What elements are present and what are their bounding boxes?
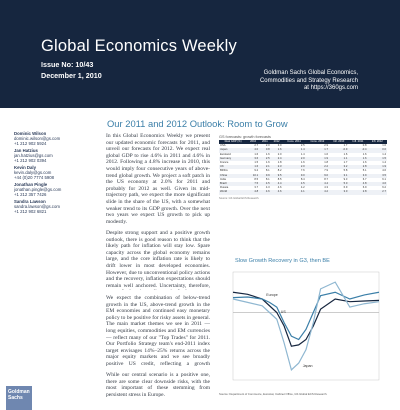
table-cell: 4.6 bbox=[271, 186, 283, 190]
table-cell: 2.0 bbox=[271, 153, 283, 157]
table-cell: 5.8 bbox=[329, 169, 348, 173]
table-header-cell: Infl. 2012 bbox=[368, 140, 387, 144]
author-email[interactable]: sandra.lawson@gs.com bbox=[14, 204, 60, 210]
table-cell: 1.4 bbox=[368, 153, 387, 157]
author-name: Dominic Wilson bbox=[14, 131, 47, 136]
chart-title: Slow Growth Recovery in G3, then BE bbox=[235, 258, 330, 264]
table-cell: 1.4 bbox=[283, 148, 306, 152]
table-header-cell: Infl. 2010 bbox=[329, 140, 348, 144]
table-cell: Germany bbox=[219, 157, 247, 161]
issue-number: Issue No: 10/43 bbox=[41, 60, 94, 69]
table-cell: 10.1 bbox=[247, 174, 259, 178]
chart-plot bbox=[219, 268, 387, 386]
table-cell: UK bbox=[219, 165, 247, 169]
table-cell: 4.5 bbox=[259, 182, 271, 186]
forecast-table-panel bbox=[219, 135, 387, 228]
author-name: Jan Hatzius bbox=[14, 148, 38, 153]
series-label: US bbox=[280, 310, 286, 315]
table-cell: 1.6 bbox=[247, 153, 259, 157]
table-cell: 4.3 bbox=[306, 186, 329, 190]
table-cell: 4.6 bbox=[368, 169, 387, 173]
table-cell: 1.6 bbox=[329, 153, 348, 157]
table-cell: 2.2 bbox=[306, 165, 329, 169]
table-cell: 1.4 bbox=[368, 161, 387, 165]
table-cell: 3.0 bbox=[329, 190, 348, 194]
table-cell: 9.9 bbox=[259, 174, 271, 178]
author-phone: +1 212 902 6821 bbox=[14, 209, 47, 215]
logo-text: Goldman Sachs bbox=[8, 389, 30, 401]
table-cell: 3.1 bbox=[329, 174, 348, 178]
issue-date: December 1, 2010 bbox=[41, 71, 102, 80]
table-cell: World bbox=[219, 190, 247, 194]
table-cell: 4.3 bbox=[259, 186, 271, 190]
table-cell: 9.3 bbox=[329, 178, 348, 182]
article-heading: Our 2011 and 2012 Outlook: Room to Grow bbox=[107, 118, 288, 129]
table-cell: 2.7 bbox=[368, 190, 387, 194]
table-cell: 4.4 bbox=[306, 182, 329, 186]
table-cell: Euroland bbox=[219, 153, 247, 157]
table-cell: 1.9 bbox=[368, 165, 387, 169]
table-cell: 1.6 bbox=[348, 161, 367, 165]
table-cell: Japan bbox=[219, 148, 247, 152]
author-block bbox=[14, 148, 98, 164]
table-cell: 1.6 bbox=[259, 153, 271, 157]
author-name: Sandra Lawson bbox=[14, 199, 46, 204]
table-cell: 2.7 bbox=[247, 144, 259, 148]
table-cell: 8.5 bbox=[247, 178, 259, 182]
table-cell: 4.8 bbox=[348, 182, 367, 186]
table-cell: 3.2 bbox=[329, 165, 348, 169]
table-cell: 3.5 bbox=[368, 174, 387, 178]
table-cell: 1.8 bbox=[306, 161, 329, 165]
table-cell: 8.2 bbox=[271, 169, 283, 173]
table-cell: 2.3 bbox=[271, 165, 283, 169]
table-cell: 6.1 bbox=[368, 178, 387, 182]
publisher-line: Commodities and Strategy Research bbox=[259, 77, 358, 84]
table-cell: 8.7 bbox=[306, 178, 329, 182]
table-cell: 1.7 bbox=[329, 144, 348, 148]
author-email[interactable]: jonathan.pingle@gs.com bbox=[14, 187, 62, 193]
table-cell: India bbox=[219, 178, 247, 182]
author-block bbox=[14, 165, 98, 181]
table-cell: 4.5 bbox=[283, 182, 306, 186]
table-cell: 4.4 bbox=[271, 182, 283, 186]
table-cell: 1.5 bbox=[368, 157, 387, 161]
publisher-line: Goldman Sachs Global Economics, bbox=[263, 70, 358, 76]
table-cell: 8.4 bbox=[283, 178, 306, 182]
author-phone: +44 (0)20 7774 5908 bbox=[14, 175, 55, 181]
table-title: GS forecasts: growth forecasts bbox=[219, 135, 271, 139]
article-paragraph: Despite strong support and a positive growth outlook, there is good reason to think that the likely path for inflation will stay low. Spare capacity across the global economy remains large, and the core inflation rate is likely to drift lower in most developed economies. However, due to unconventional policy actions and the recovery, inflation expectations should remain well anchored. Uncertainty, therefore, bbox=[106, 230, 210, 289]
header-publisher bbox=[260, 70, 358, 93]
table-cell: 0.0 bbox=[368, 148, 387, 152]
table-cell: 1.6 bbox=[247, 165, 259, 169]
table-cell: 3.6 bbox=[247, 157, 259, 161]
author-phone: +1 212 902 5924 bbox=[14, 141, 47, 147]
table-cell: 2.0 bbox=[259, 144, 271, 148]
table-cell: 1.7 bbox=[329, 161, 348, 165]
author-name: Kevin Daly bbox=[14, 165, 36, 170]
table-cell: 2.9 bbox=[306, 144, 329, 148]
forecast-table bbox=[219, 140, 387, 195]
table-cell: 2.4 bbox=[271, 157, 283, 161]
series-line-japan bbox=[233, 282, 379, 370]
table-cell: 2.0 bbox=[283, 157, 306, 161]
table-cell: 2.1 bbox=[259, 165, 271, 169]
table-cell: 4.2 bbox=[306, 190, 329, 194]
table-cell: 5.0 bbox=[329, 182, 348, 186]
author-name: Jonathan Pingle bbox=[14, 182, 48, 187]
table-cell: 1.6 bbox=[283, 161, 306, 165]
table-source-note: Source: GS Global ECS Research. bbox=[219, 196, 260, 200]
table-cell: 1.0 bbox=[368, 144, 387, 148]
table-cell: 4.6 bbox=[259, 190, 271, 194]
table-cell: 1.6 bbox=[259, 161, 271, 165]
table-header-cell: Infl. 2011 bbox=[348, 140, 367, 144]
table-cell: 5.1 bbox=[348, 169, 367, 173]
table-cell: 7.6 bbox=[283, 169, 306, 173]
table-cell: 1.9 bbox=[306, 157, 329, 161]
table-cell: 3.9 bbox=[348, 174, 367, 178]
table-cell: 9.0 bbox=[283, 174, 306, 178]
table-cell: 1.6 bbox=[348, 153, 367, 157]
article-body bbox=[106, 133, 210, 403]
author-email[interactable]: kevin.daly@gs.com bbox=[14, 170, 52, 176]
table-header-cell: Cons. 2011 bbox=[283, 140, 306, 144]
table-cell: 1.4 bbox=[283, 153, 306, 157]
table-header-cell: 2010 bbox=[247, 140, 259, 144]
table-cell: 1.5 bbox=[247, 161, 259, 165]
table-cell: 3.0 bbox=[271, 144, 283, 148]
table-cell: 2.5 bbox=[283, 144, 306, 148]
table-header-cell: Real GDP (%) bbox=[219, 140, 247, 144]
table-cell: 8.1 bbox=[259, 169, 271, 173]
table-cell: 7.5 bbox=[247, 182, 259, 186]
table-cell: 2.0 bbox=[283, 165, 306, 169]
table-cell: 6.9 bbox=[348, 186, 367, 190]
table-cell: 1.6 bbox=[271, 148, 283, 152]
author-email[interactable]: jan.hatzius@gs.com bbox=[14, 153, 53, 159]
table-cell: China bbox=[219, 174, 247, 178]
author-phone: +1 212 902 0394 bbox=[14, 158, 47, 164]
table-cell: 4.6 bbox=[271, 190, 283, 194]
table-cell: BRICs bbox=[219, 169, 247, 173]
table-cell: 4.6 bbox=[368, 182, 387, 186]
table-cell: 2.5 bbox=[259, 157, 271, 161]
table-cell: 6.7 bbox=[348, 178, 367, 182]
table-header-cell: 2012 bbox=[271, 140, 283, 144]
table-cell: 6.2 bbox=[368, 186, 387, 190]
table-cell: 8.1 bbox=[259, 178, 271, 182]
table-cell: 1.1 bbox=[329, 157, 348, 161]
author-email[interactable]: dominic.wilson@gs.com bbox=[14, 136, 61, 142]
table-cell: 3.7 bbox=[247, 186, 259, 190]
series-label: Japan bbox=[302, 364, 313, 369]
chart-source-note: Source: Department of Commerce, Eurostat, Cabinet Office, GS Global ECS Research. bbox=[219, 392, 328, 396]
table-cell: 1.6 bbox=[306, 153, 329, 157]
table-body bbox=[219, 144, 387, 194]
table-cell: -0.4 bbox=[348, 148, 367, 152]
report-header bbox=[0, 0, 400, 108]
table-cell: 7.9 bbox=[306, 169, 329, 173]
table-cell: 2.8 bbox=[348, 165, 367, 169]
table-cell: 0.8 bbox=[348, 144, 367, 148]
table-cell: 1.7 bbox=[306, 148, 329, 152]
table-cell: USA bbox=[219, 144, 247, 148]
report-title: Global Economics Weekly bbox=[41, 37, 237, 55]
series-line-us bbox=[233, 292, 379, 339]
series-label: Europe bbox=[266, 293, 278, 297]
table-cell: 9.0 bbox=[306, 174, 329, 178]
table-header-cell: Cons. 2012 bbox=[306, 140, 329, 144]
goldman-sachs-logo bbox=[6, 386, 32, 410]
gdp-chart bbox=[219, 258, 387, 388]
table-cell: 6.9 bbox=[329, 186, 348, 190]
table-cell: 4.1 bbox=[283, 190, 306, 194]
table-cell: 9.2 bbox=[247, 169, 259, 173]
table-cell: Russia bbox=[219, 186, 247, 190]
table-cell: 1.6 bbox=[348, 157, 367, 161]
author-block bbox=[14, 182, 98, 198]
table-cell: -0.9 bbox=[329, 148, 348, 152]
author-block bbox=[14, 199, 98, 215]
article-paragraph: While our central scenario is a positive one, there are some clear downside risks, with the most important of these stemming from persistent stress in Europe. bbox=[106, 372, 210, 398]
author-block bbox=[14, 131, 98, 147]
table-cell: France bbox=[219, 161, 247, 165]
table-cell: Brazil bbox=[219, 182, 247, 186]
author-sidebar bbox=[0, 108, 100, 410]
publisher-link[interactable]: at https://360gs.com bbox=[303, 85, 358, 92]
article-paragraph: In this Global Economics Weekly we present our updated economic forecasts for 2011, and unveil our forecasts for 2012. We expect real global GDP to rise 4.6% in 2011 and 4.6% in 2012. Following a 4.8% increase in 2010, this would imply four consecutive years of above-trend global growth. We project a soft patch in the US economy at 2.0% for 2011 and probably for 2012 as well. Given its mid-trajectory path, we expect the more significant slide in the share of the US, with a somewhat weaker trend to its GDP growth. Over the next two years we expect US growth to pick up modestly. bbox=[106, 133, 210, 225]
table-cell: 4.0 bbox=[247, 148, 259, 152]
series-line-europe bbox=[233, 292, 379, 346]
table-cell: 4.8 bbox=[247, 190, 259, 194]
table-cell: 9.5 bbox=[271, 174, 283, 178]
table-cell: 8.5 bbox=[271, 178, 283, 182]
table-cell: 1.8 bbox=[271, 161, 283, 165]
table-cell: 4.2 bbox=[283, 186, 306, 190]
table-row bbox=[219, 190, 387, 194]
article-paragraph: We expect the combination of below-trend growth in the US, above-trend growth in the EM economies and continued easy monetary policy to be positive for risky assets in general. The main market themes we see in 2011 — long equities, commodities and EM currencies — reflect many of our "Top Trades" for 2011. Our Portfolio Strategy team's end-2011 index target envisages 14%–25% returns across the major equity markets and we see broadly positive US credit, reflecting a growth bbox=[106, 295, 210, 367]
table-cell: 0.8 bbox=[259, 148, 271, 152]
table-cell: 2.8 bbox=[348, 190, 367, 194]
author-phone: +1 212 357 7426 bbox=[14, 192, 47, 198]
table-header-cell: 2011 bbox=[259, 140, 271, 144]
